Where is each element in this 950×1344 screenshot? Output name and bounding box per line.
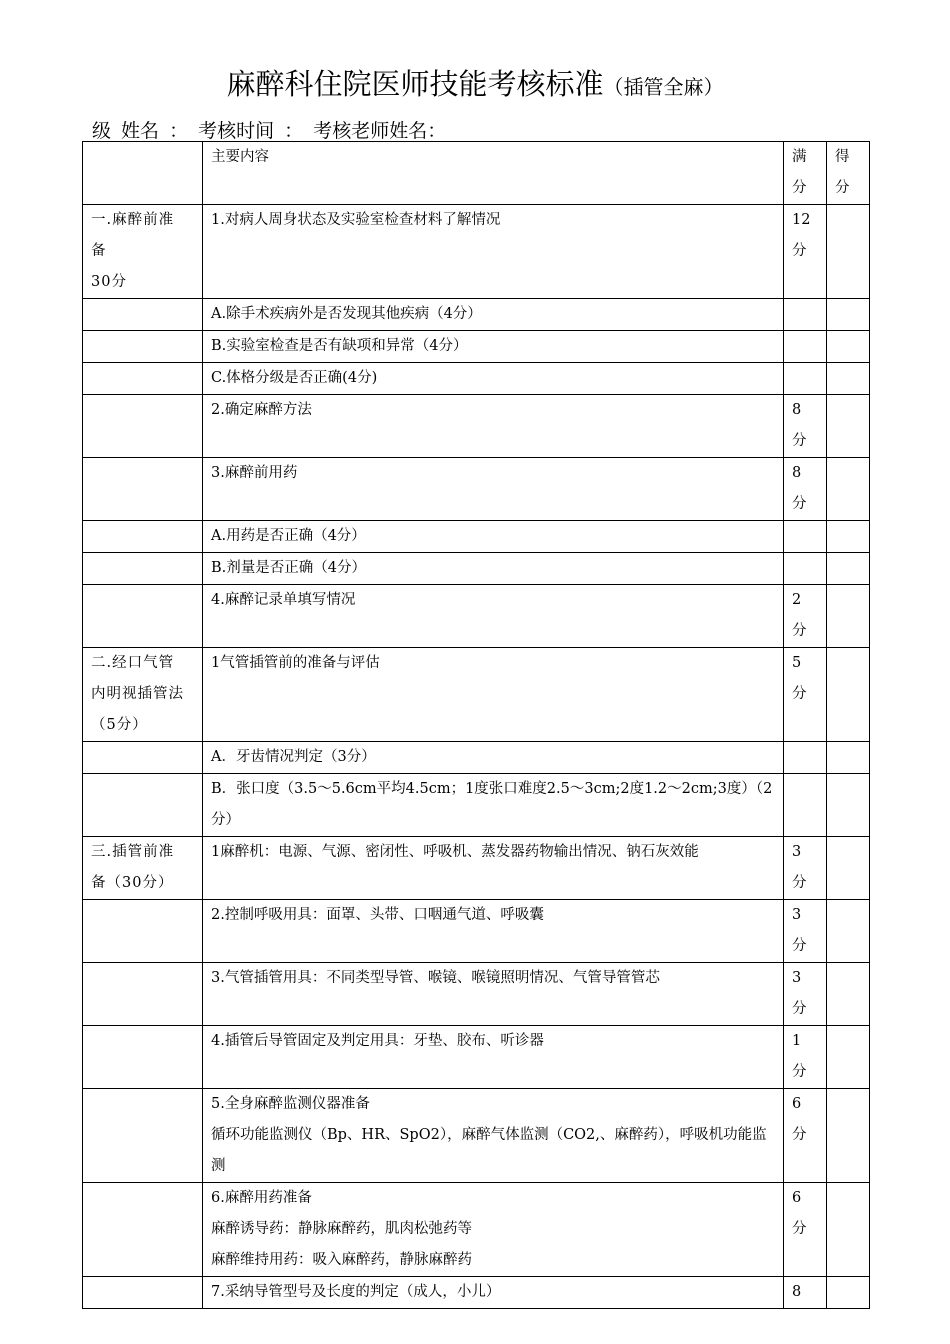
- full-score-cell-line: 3: [792, 970, 802, 986]
- category-cell-line: 三.插管前准: [91, 844, 175, 860]
- score-entry-cell[interactable]: [827, 331, 870, 363]
- score-entry-cell[interactable]: [827, 585, 870, 648]
- content-cell-line: 2.确定麻醉方法: [211, 402, 312, 418]
- category-cell-line: （5分）: [91, 717, 148, 733]
- content-cell-line: 5.全身麻醉监测仪器准备: [211, 1096, 370, 1112]
- category-cell: [83, 553, 203, 585]
- category-cell: [83, 205, 203, 299]
- title-suffix: （插管全麻）: [603, 75, 724, 99]
- full-score-cell: [784, 900, 827, 963]
- content-cell-line: 3.麻醉前用药: [211, 465, 298, 481]
- content-cell-line: 7.采纳导管型号及长度的判定（成人，小儿）: [211, 1284, 501, 1300]
- content-cell: [203, 1277, 784, 1309]
- content-cell-line: 3.气管插管用具：不同类型导管、喉镜、喉镜照明情况、气管导管管芯: [211, 970, 660, 986]
- full-score-cell-line: 分: [792, 875, 807, 891]
- full-score-cell-line: 分: [792, 938, 807, 954]
- content-cell: [203, 521, 784, 553]
- content-cell: [203, 458, 784, 521]
- full-score-cell-line: 5: [792, 655, 802, 671]
- category-cell: [83, 1089, 203, 1183]
- content-cell: [203, 205, 784, 299]
- content-cell-line: A.除手术疾病外是否发现其他疾病（4分）: [211, 306, 482, 322]
- content-cell-line: B．张口度（3.5～5.6cm平均4.5cm；1度张口难度2.5～3cm;2度1.2～2cm;3度）（2分）: [211, 781, 773, 828]
- table-row: [83, 521, 870, 553]
- table-row: [83, 742, 870, 774]
- score-entry-cell[interactable]: [827, 553, 870, 585]
- score-entry-cell[interactable]: [827, 521, 870, 553]
- table-row: [83, 395, 870, 458]
- content-cell: [203, 774, 784, 837]
- content-cell-line: 麻醉诱导药：静脉麻醉药，肌肉松弛药等: [211, 1221, 472, 1237]
- assessment-table-body: [83, 142, 870, 1309]
- header-score-label-2: 分: [835, 180, 850, 196]
- score-entry-cell[interactable]: [827, 363, 870, 395]
- full-score-cell: [784, 1089, 827, 1183]
- full-score-cell-line: 3: [792, 844, 802, 860]
- category-cell: [83, 648, 203, 742]
- table-row: [83, 1026, 870, 1089]
- table-row: [83, 963, 870, 1026]
- content-cell: [203, 900, 784, 963]
- category-cell: [83, 299, 203, 331]
- full-score-cell: [784, 395, 827, 458]
- full-score-cell: [784, 1026, 827, 1089]
- content-cell: [203, 331, 784, 363]
- full-score-cell: [784, 585, 827, 648]
- full-score-cell: [784, 1277, 827, 1309]
- content-cell-line: 4.麻醉记录单填写情况: [211, 592, 356, 608]
- table-row: [83, 1089, 870, 1183]
- full-score-cell: [784, 521, 827, 553]
- content-cell-line: B.剂量是否正确（4分）: [211, 560, 366, 576]
- content-cell-line: 1麻醉机：电源、气源、密闭性、呼吸机、蒸发器药物输出情况、钠石灰效能: [211, 844, 699, 860]
- full-score-cell-line: 分: [792, 1221, 807, 1237]
- score-entry-cell[interactable]: [827, 742, 870, 774]
- category-cell: [83, 395, 203, 458]
- full-score-cell: [784, 963, 827, 1026]
- score-entry-cell[interactable]: [827, 299, 870, 331]
- full-score-cell-line: 8: [792, 465, 802, 481]
- category-cell-line: 30分: [91, 274, 127, 290]
- content-cell: [203, 1089, 784, 1183]
- score-entry-cell[interactable]: [827, 205, 870, 299]
- table-row: [83, 648, 870, 742]
- content-cell: [203, 363, 784, 395]
- score-entry-cell[interactable]: [827, 648, 870, 742]
- full-score-cell-line: 分: [792, 686, 807, 702]
- full-score-cell: [784, 363, 827, 395]
- full-score-cell-line: 2: [792, 592, 802, 608]
- full-score-cell-line: 分: [792, 1001, 807, 1017]
- content-cell: [203, 742, 784, 774]
- content-cell-line: A．牙齿情况判定（3分）: [211, 749, 376, 765]
- category-cell: [83, 837, 203, 900]
- header-full-score-label-2: 分: [792, 180, 807, 196]
- category-cell: [83, 900, 203, 963]
- score-entry-cell[interactable]: [827, 458, 870, 521]
- examinee-info-line: 级 姓名 ： 考核时间 ： 考核老师姓名：: [92, 120, 447, 142]
- score-entry-cell[interactable]: [827, 774, 870, 837]
- full-score-cell-line: 分: [792, 1127, 807, 1143]
- category-cell: [83, 1277, 203, 1309]
- category-cell-line: 内明视插管法: [91, 686, 184, 702]
- full-score-cell: [784, 1183, 827, 1277]
- full-score-cell: [784, 648, 827, 742]
- table-row: [83, 1277, 870, 1309]
- full-score-cell: [784, 553, 827, 585]
- table-row: [83, 331, 870, 363]
- content-cell-line: 循环功能监测仪（Bp、HR、SpO2），麻醉气体监测（CO2,、麻醉药），呼吸机功能监测: [211, 1127, 767, 1174]
- content-cell: [203, 1183, 784, 1277]
- content-cell-line: 麻醉维持用药：吸入麻醉药，静脉麻醉药: [211, 1252, 472, 1268]
- content-cell-line: 1气管插管前的准备与评估: [211, 655, 380, 671]
- category-cell: [83, 774, 203, 837]
- full-score-cell: [784, 299, 827, 331]
- content-cell-line: B.实验室检查是否有缺项和异常（4分）: [211, 338, 468, 354]
- category-cell-line: 一.麻醉前准: [91, 212, 175, 228]
- category-cell: [83, 331, 203, 363]
- content-cell: [203, 648, 784, 742]
- score-entry-cell[interactable]: [827, 1026, 870, 1089]
- content-cell-line: C.体格分级是否正确(4分): [211, 370, 378, 386]
- title-main: 麻醉科住院医师技能考核标准: [226, 67, 604, 101]
- full-score-cell-line: 3: [792, 907, 802, 923]
- category-cell: [83, 963, 203, 1026]
- table-row: [83, 585, 870, 648]
- table-row: [83, 837, 870, 900]
- category-cell: [83, 521, 203, 553]
- full-score-cell: [784, 774, 827, 837]
- score-entry-cell[interactable]: [827, 1183, 870, 1277]
- table-row: [83, 299, 870, 331]
- full-score-cell-line: 分: [792, 243, 807, 259]
- full-score-cell-line: 分: [792, 496, 807, 512]
- header-score-label-1: 得: [835, 149, 850, 165]
- table-row: [83, 900, 870, 963]
- content-cell: [203, 837, 784, 900]
- content-cell: [203, 553, 784, 585]
- full-score-cell-line: 分: [792, 1064, 807, 1080]
- table-row: [83, 205, 870, 299]
- category-cell: [83, 458, 203, 521]
- category-cell: [83, 585, 203, 648]
- content-cell-line: 1.对病人周身状态及实验室检查材料了解情况: [211, 212, 501, 228]
- header-full-score-label-1: 满: [792, 149, 807, 165]
- content-cell: [203, 299, 784, 331]
- full-score-cell: [784, 458, 827, 521]
- content-cell: [203, 395, 784, 458]
- table-row: [83, 458, 870, 521]
- full-score-cell: [784, 205, 827, 299]
- category-cell: [83, 363, 203, 395]
- category-cell: [83, 742, 203, 774]
- table-row: [83, 553, 870, 585]
- full-score-cell: [784, 742, 827, 774]
- full-score-cell-line: 分: [792, 433, 807, 449]
- full-score-cell: [784, 837, 827, 900]
- score-entry-cell[interactable]: [827, 963, 870, 1026]
- document-title: [0, 62, 950, 103]
- header-full-score-cell: [784, 142, 827, 205]
- content-cell-line: 4.插管后导管固定及判定用具：牙垫、胶布、听诊器: [211, 1033, 544, 1049]
- assessment-table: [82, 141, 870, 1309]
- full-score-cell-line: 8: [792, 402, 802, 418]
- content-cell-line: A.用药是否正确（4分）: [211, 528, 366, 544]
- full-score-cell-line: 1: [792, 1033, 802, 1049]
- table-row: [83, 774, 870, 837]
- category-cell-line: 备: [91, 243, 107, 259]
- category-cell-line: 备（30分）: [91, 875, 174, 891]
- content-cell-line: 2.控制呼吸用具：面罩、头带、口咽通气道、呼吸囊: [211, 907, 544, 923]
- full-score-cell-line: 6: [792, 1190, 802, 1206]
- score-entry-cell[interactable]: [827, 395, 870, 458]
- category-cell: [83, 1026, 203, 1089]
- category-cell-line: 二.经口气管: [91, 655, 175, 671]
- full-score-cell-line: 6: [792, 1096, 802, 1112]
- header-category-cell: [83, 142, 203, 205]
- full-score-cell-line: 分: [792, 623, 807, 639]
- header-content-cell: 主要内容: [203, 142, 784, 205]
- table-row: [83, 363, 870, 395]
- content-cell-line: 6.麻醉用药准备: [211, 1190, 312, 1206]
- content-cell: [203, 963, 784, 1026]
- score-entry-cell[interactable]: [827, 1277, 870, 1309]
- score-entry-cell[interactable]: [827, 900, 870, 963]
- full-score-cell: [784, 331, 827, 363]
- header-score-cell: [827, 142, 870, 205]
- score-entry-cell[interactable]: [827, 1089, 870, 1183]
- score-entry-cell[interactable]: [827, 837, 870, 900]
- content-cell: [203, 1026, 784, 1089]
- content-cell: [203, 585, 784, 648]
- full-score-cell-line: 12: [792, 212, 811, 228]
- category-cell: [83, 1183, 203, 1277]
- table-header-row: [83, 142, 870, 205]
- table-row: [83, 1183, 870, 1277]
- full-score-cell-line: 8: [792, 1284, 802, 1300]
